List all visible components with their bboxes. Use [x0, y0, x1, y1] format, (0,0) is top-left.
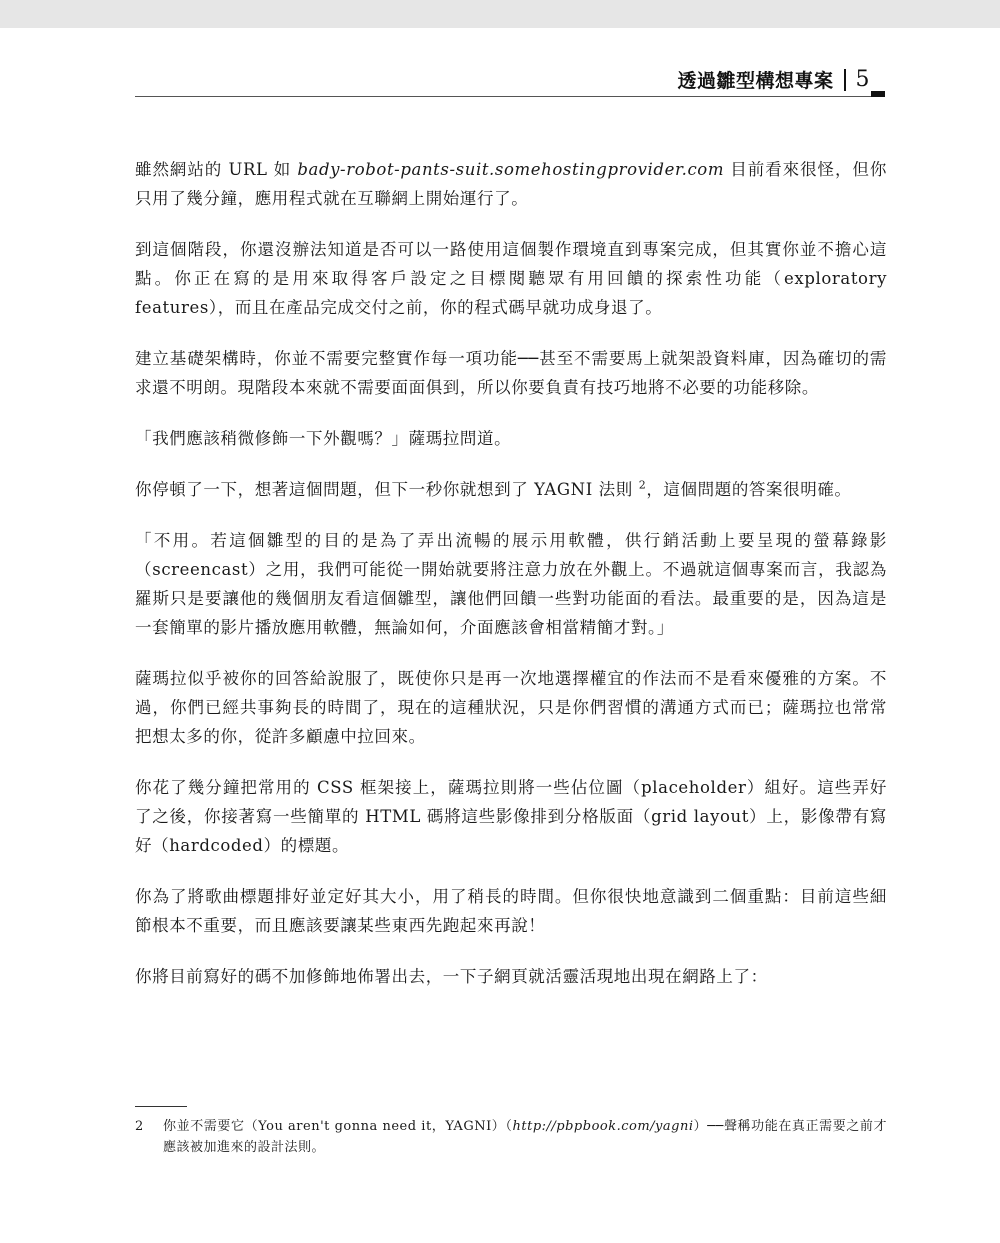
footnote-text: 你並不需要它（You aren't gonna need it，YAGNI）（ — [163, 1119, 513, 1134]
footnote-reference: 2 — [638, 478, 647, 492]
running-head — [135, 58, 885, 98]
header-marker-block — [871, 91, 885, 97]
paragraph — [135, 155, 887, 213]
body-text — [135, 155, 887, 1013]
page-number: 5 — [855, 67, 870, 92]
paragraph: 建立基礎架構時，你並不需要完整實作每一項功能──甚至不需要馬上就架設資料庫，因為確切的需求還不明朗。現階段本來就不需要面面俱到，所以你要負責有技巧地將不必要的功能移除。 — [135, 349, 887, 397]
header-title-group — [677, 66, 870, 93]
header-rule — [135, 96, 871, 97]
paragraph: 「不用。若這個雛型的目的是為了弄出流暢的展示用軟體，供行銷活動上要呈現的螢幕錄影（screencast）之用，我們可能從一開始就要將注意力放在外觀上。不過就這個專案而言，我認為羅斯只是要讓他的幾個朋友看這個雛型，讓他們回饋一些對功能面的看法。最重要的是，因為這是一套簡單的影片播放應用軟體，無論如何，介面應該會相當精簡才對。」 — [135, 531, 887, 637]
paragraph: 你為了將歌曲標題排好並定好其大小，用了稍長的時間。但你很快地意識到二個重點：目前這些細節根本不重要，而且應該要讓某些東西先跑起來再說！ — [135, 887, 887, 935]
footnote-text: ）──聲稱功能在真正需要之前才應該被加進來的設計法則。 — [163, 1119, 887, 1155]
footnote — [135, 1116, 887, 1158]
footnote-body — [163, 1116, 887, 1158]
footnote-url: http://pbpbook.com/yagni — [512, 1119, 694, 1134]
paragraph-text: 雖然網站的 URL 如 — [135, 160, 298, 179]
url-text: bady-robot-pants-suit.somehostingprovider.com — [297, 160, 725, 179]
chapter-title: 透過雛型構想專案 — [677, 70, 834, 92]
paragraph: 薩瑪拉似乎被你的回答給說服了，既使你只是再一次地選擇權宜的作法而不是看來優雅的方案。不過，你們已經共事夠長的時間了，現在的這種狀況，只是你們習慣的溝通方式而已；薩瑪拉也常常把想太多的你，從許多顧慮中拉回來。 — [135, 669, 887, 746]
paragraph: 你將目前寫好的碼不加修飾地佈署出去，一下子網頁就活靈活現地出現在網路上了： — [135, 967, 768, 986]
page-top-band — [0, 0, 1000, 28]
footnote-number: 2 — [135, 1119, 144, 1134]
paragraph — [135, 475, 887, 504]
paragraph-text: ，這個問題的答案很明確。 — [646, 480, 852, 499]
paragraph-text: 目前看來很怪，但你只用了幾分鐘，應用程式就在互聯網上開始運行了。 — [135, 160, 887, 208]
paragraph: 到這個階段，你還沒辦法知道是否可以一路使用這個製作環境直到專案完成，但其實你並不擔心這點。你正在寫的是用來取得客戶設定之目標閱聽眾有用回饋的探索性功能（exploratory features），而且在產品完成交付之前，你的程式碼早就功成身退了。 — [135, 240, 887, 317]
paragraph: 你花了幾分鐘把常用的 CSS 框架接上，薩瑪拉則將一些佔位圖（placeholder）組好。這些弄好了之後，你接著寫一些簡單的 HTML 碼將這些影像排到分格版面（grid layout）上，影像帶有寫好（hardcoded）的標題。 — [135, 778, 887, 855]
paragraph: 「我們應該稍微修飾一下外觀嗎？」薩瑪拉問道。 — [135, 429, 512, 448]
footnote-rule — [135, 1106, 187, 1107]
paragraph-text: 你停頓了一下，想著這個問題，但下一秒你就想到了 YAGNI 法則 — [135, 480, 633, 499]
header-separator — [844, 69, 846, 91]
